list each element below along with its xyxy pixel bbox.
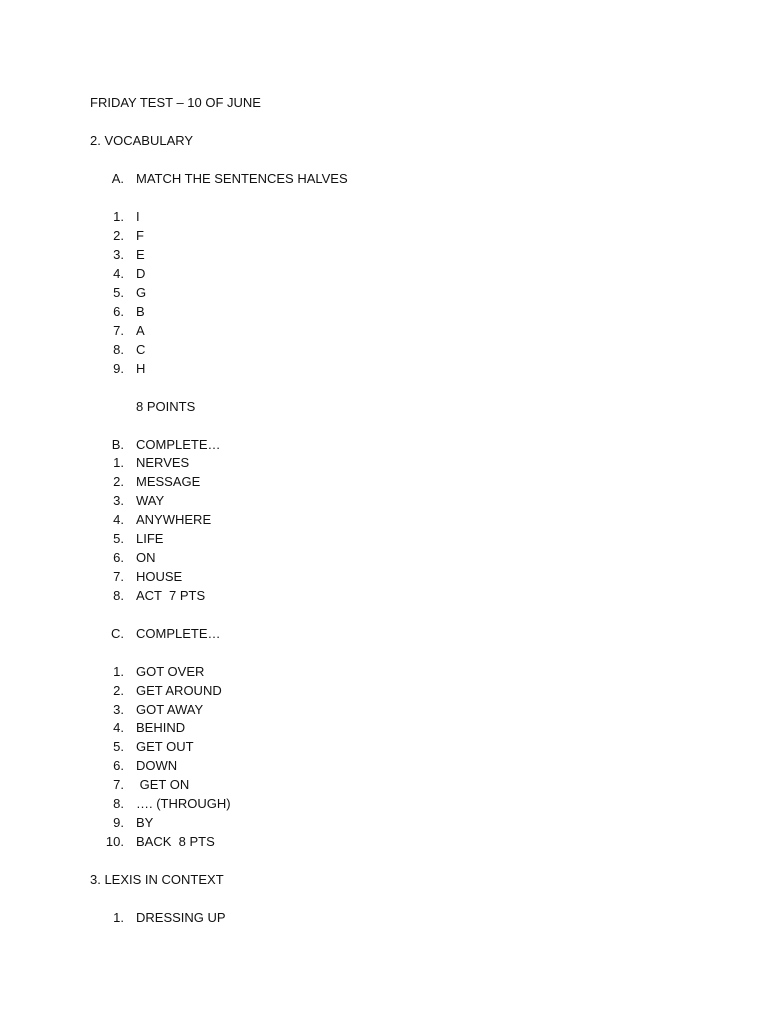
list-item-number: 1. bbox=[113, 455, 124, 470]
list-item: NERVES bbox=[136, 455, 190, 470]
list-item: B bbox=[136, 304, 145, 319]
list-item: A bbox=[136, 323, 145, 338]
list-item-number: 9. bbox=[113, 361, 124, 376]
list-item-number: 3. bbox=[113, 493, 124, 508]
list-item: C bbox=[136, 342, 146, 357]
list-item-number: 1. bbox=[113, 664, 124, 679]
list-item-number: 9. bbox=[113, 815, 124, 830]
list-item-number: 3. bbox=[113, 247, 124, 262]
list-item: G bbox=[136, 285, 147, 300]
list-item: GOT OVER bbox=[136, 664, 205, 679]
list-item-number: 7. bbox=[113, 569, 124, 584]
list-item-number: 4. bbox=[113, 720, 124, 735]
list-item-number: 5. bbox=[113, 739, 124, 754]
part-a-letter: A. bbox=[111, 171, 124, 186]
document-title: FRIDAY TEST – 10 OF JUNE bbox=[90, 95, 261, 110]
list-item: DRESSING UP bbox=[136, 910, 226, 925]
list-item: GOT AWAY bbox=[136, 702, 204, 717]
list-item: GET AROUND bbox=[136, 683, 222, 698]
list-item: F bbox=[136, 228, 144, 243]
list-item-number: 8. bbox=[113, 796, 124, 811]
list-item: LIFE bbox=[136, 531, 164, 546]
section-2-heading: 2. VOCABULARY bbox=[90, 133, 194, 148]
list-item-number: 4. bbox=[113, 512, 124, 527]
list-item-number: 4. bbox=[113, 266, 124, 281]
list-item-number: 2. bbox=[113, 474, 124, 489]
list-item-number: 7. bbox=[113, 323, 124, 338]
list-item: …. (THROUGH) bbox=[136, 796, 231, 811]
list-item-number: 6. bbox=[113, 550, 124, 565]
list-item-number: 1. bbox=[113, 910, 124, 925]
list-item: D bbox=[136, 266, 146, 281]
list-item: BEHIND bbox=[136, 720, 186, 735]
list-item: GET ON bbox=[136, 777, 190, 792]
list-item-number: 6. bbox=[113, 758, 124, 773]
list-item-number: 2. bbox=[113, 683, 124, 698]
list-item: I bbox=[136, 209, 140, 224]
list-item-number: 1. bbox=[113, 209, 124, 224]
list-item: WAY bbox=[136, 493, 165, 508]
section-3-heading: 3. LEXIS IN CONTEXT bbox=[90, 872, 224, 887]
part-b-heading: COMPLETE… bbox=[136, 437, 221, 452]
list-item-number: 5. bbox=[113, 285, 124, 300]
list-item: BY bbox=[136, 815, 154, 830]
list-item: HOUSE bbox=[136, 569, 183, 584]
list-item: E bbox=[136, 247, 145, 262]
list-item-number: 10. bbox=[105, 834, 124, 849]
list-item: MESSAGE bbox=[136, 474, 201, 489]
list-item: BACK 8 PTS bbox=[136, 834, 215, 849]
part-b-letter: B. bbox=[111, 437, 124, 452]
part-c-letter: C. bbox=[111, 626, 124, 641]
list-item-number: 8. bbox=[113, 342, 124, 357]
part-a-points: 8 POINTS bbox=[136, 399, 196, 414]
list-item-number: 8. bbox=[113, 588, 124, 603]
list-item-number: 3. bbox=[113, 702, 124, 717]
part-c-heading: COMPLETE… bbox=[136, 626, 221, 641]
list-item-number: 6. bbox=[113, 304, 124, 319]
list-item: ANYWHERE bbox=[136, 512, 212, 527]
list-item-number: 5. bbox=[113, 531, 124, 546]
list-item-number: 2. bbox=[113, 228, 124, 243]
list-item: GET OUT bbox=[136, 739, 194, 754]
list-item: ON bbox=[136, 550, 156, 565]
list-item: DOWN bbox=[136, 758, 178, 773]
list-item: ACT 7 PTS bbox=[136, 588, 206, 603]
part-a-heading: MATCH THE SENTENCES HALVES bbox=[136, 171, 348, 186]
list-item: H bbox=[136, 361, 146, 376]
list-item-number: 7. bbox=[113, 777, 124, 792]
